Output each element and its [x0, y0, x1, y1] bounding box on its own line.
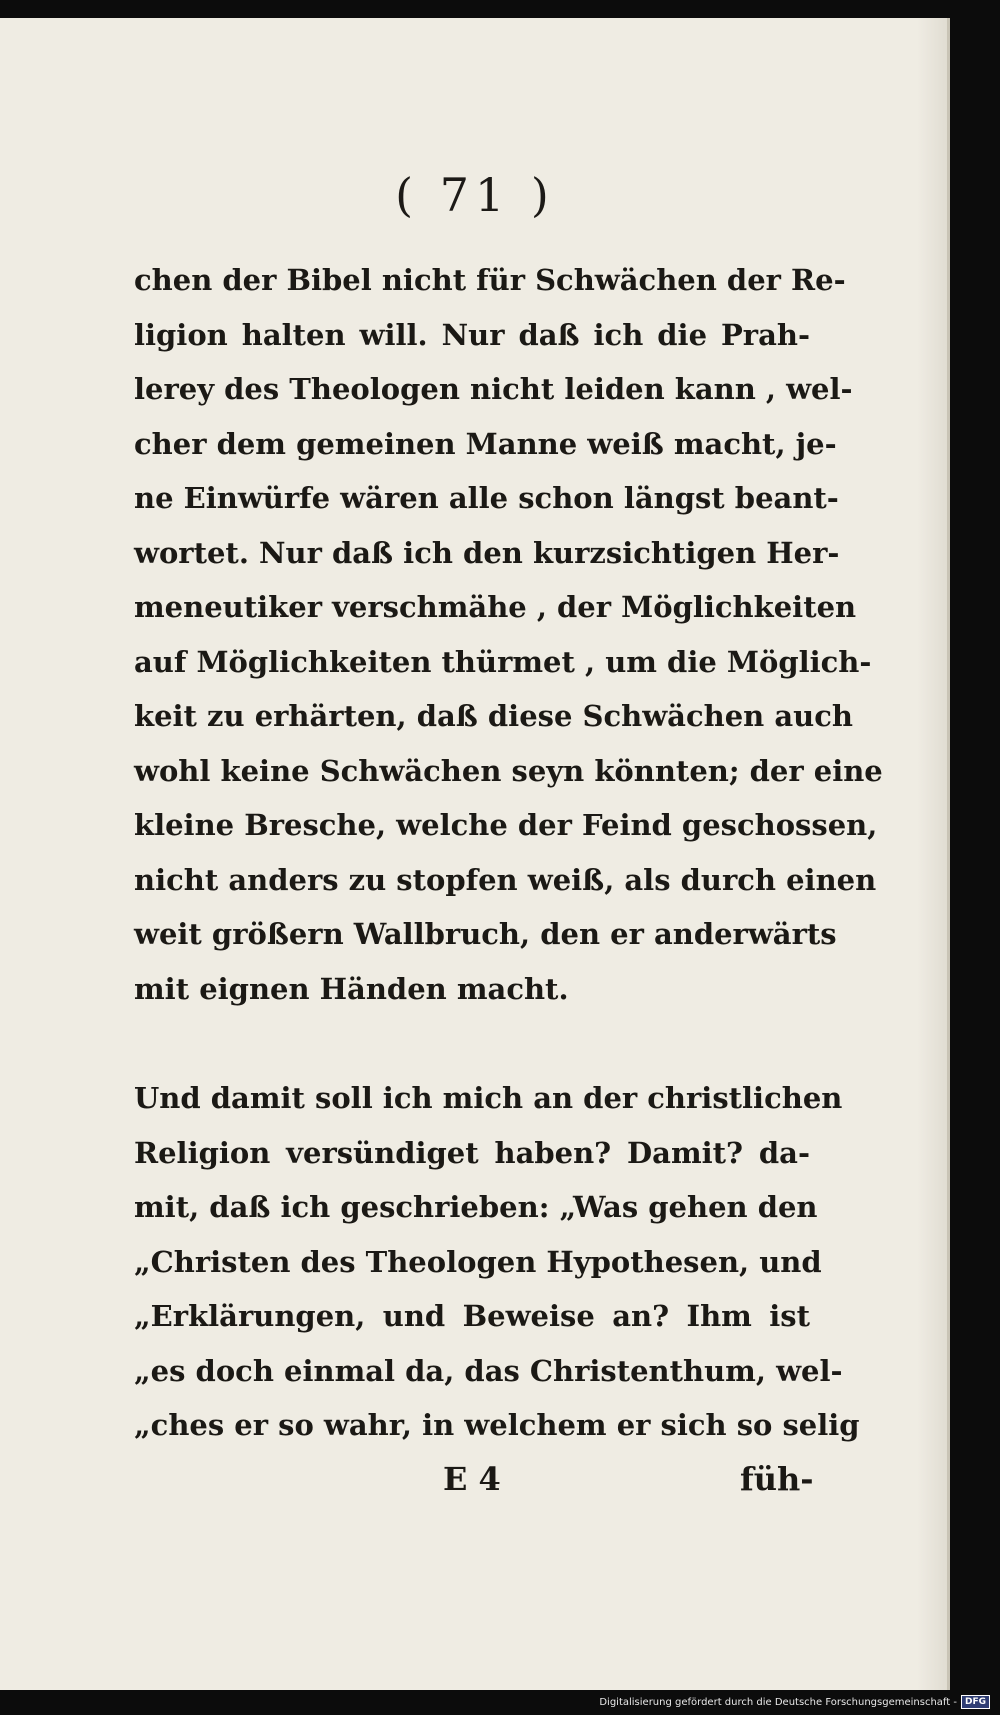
text-line: keit zu erhärten, daß diese Schwächen auch	[134, 699, 853, 733]
text-line: cher dem gemeinen Manne weiß macht, je-	[134, 426, 837, 461]
book-page	[0, 18, 950, 1690]
paragraph-1	[134, 253, 883, 1016]
dfg-logo: DFG	[961, 1695, 990, 1709]
text-line: wohl keine Schwächen seyn könnten; der eine	[134, 753, 883, 788]
text-line: meneutiker verschmähe , der Möglichkeiten	[134, 590, 857, 624]
page-footer	[0, 1460, 950, 1520]
page-number: ( 71 )	[395, 168, 555, 222]
text-line: „es doch einmal da, das Christenthum, wel-	[134, 1353, 843, 1388]
credit-text: Digitalisierung gefördert durch die Deutsche Forschungsgemeinschaft -	[599, 1696, 957, 1708]
text-line: kleine Bresche, welche der Feind geschossen,	[134, 808, 878, 842]
signature-mark: E 4	[443, 1460, 501, 1498]
text-line: mit eignen Händen macht.	[134, 971, 569, 1006]
text-line: mit, daß ich geschrieben: „Was gehen den	[134, 1190, 818, 1224]
text-line: auf Möglichkeiten thürmet , um die Möglich-	[134, 644, 872, 679]
catchword: füh-	[740, 1460, 814, 1498]
paragraph-2	[134, 1071, 860, 1453]
text-line: ne Einwürfe wären alle schon längst beant-	[134, 481, 839, 515]
text-line: chen der Bibel nicht für Schwächen der Re-	[134, 263, 846, 297]
text-line: „ches er so wahr, in welchem er sich so selig	[134, 1408, 860, 1442]
text-line: „Christen des Theologen Hypothesen, und	[134, 1244, 822, 1279]
text-line: nicht anders zu stopfen weiß, als durch einen	[134, 862, 877, 897]
text-line: „Erklärungen, und Beweise an? Ihm ist	[134, 1299, 810, 1333]
text-line: weit größern Wallbruch, den er anderwärts	[134, 917, 837, 951]
text-line: wortet. Nur daß ich den kurzsichtigen Her-	[134, 535, 840, 570]
text-line: lerey des Theologen nicht leiden kann , wel-	[134, 372, 853, 406]
text-line: ligion halten will. Nur daß ich die Prah-	[134, 317, 810, 352]
digitization-credit	[599, 1695, 990, 1709]
text-line: Und damit soll ich mich an der christlichen	[134, 1081, 843, 1115]
text-line: Religion versündiget haben? Damit? da-	[134, 1135, 810, 1170]
